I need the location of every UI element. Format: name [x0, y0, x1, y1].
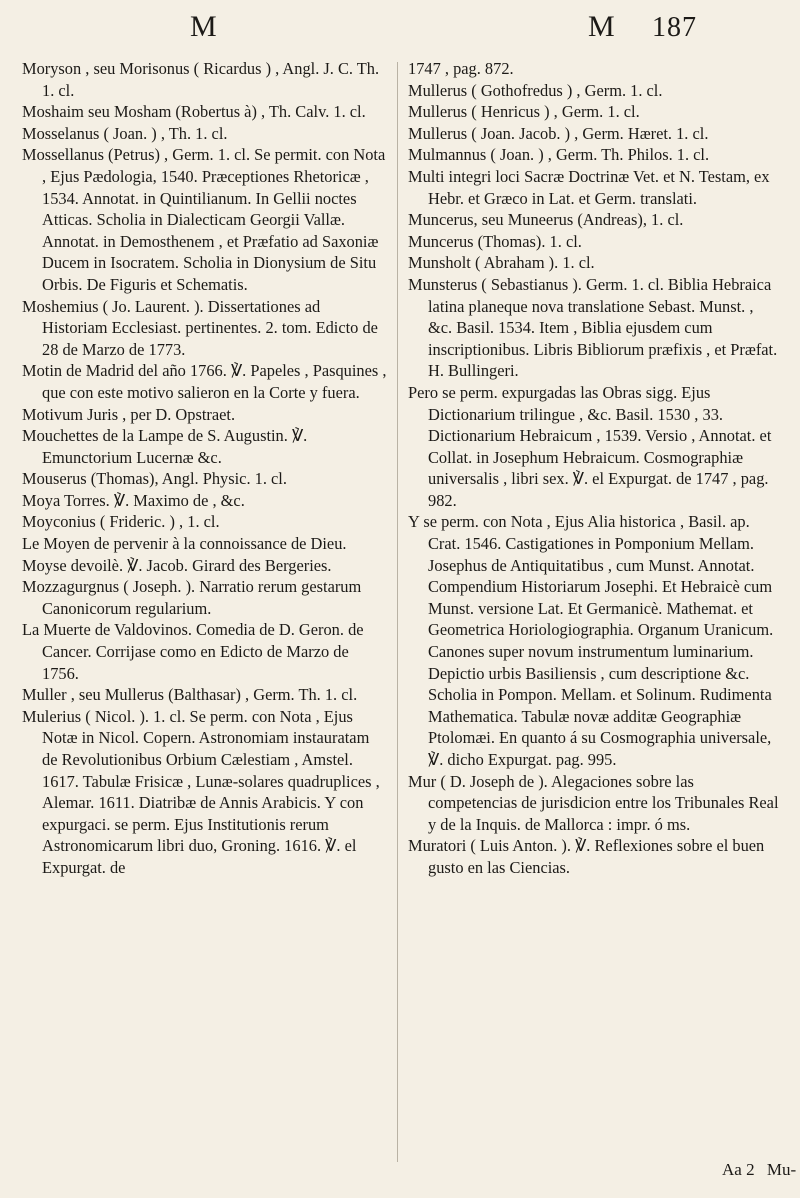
index-entry: La Muerte de Valdovinos. Comedia de D. Geron. de Cancer. Corrijase como en Edicto de Marzo de 1756. [22, 620, 364, 683]
index-entry: Mullerus ( Joan. Jacob. ) , Germ. Hæret. 1. cl. [408, 123, 709, 143]
column-divider [397, 62, 398, 1162]
index-entry: Mulerius ( Nicol. ). 1. cl. Se perm. con Nota , Ejus Notæ in Nicol. Copern. Astronomiam instauratam de Revolutionibus Orbium Cælestiam , Amstel. 1617. Tabulæ Frisicæ , Lunæ-solares quadruplices , Alemar. 1611. Diatribæ de Annis Arabicis. Y con expurgaci. se perm. Ejus Institutionis rerum Astronomicarum libri duo, Groning. 1616. ℣. el Expurgat. de [22, 706, 380, 877]
catchword: Mu- [766, 1160, 797, 1179]
index-entry: Moyconius ( Frideric. ) , 1. cl. [22, 512, 220, 532]
index-entry: Muratori ( Luis Anton. ). ℣. Reflexiones sobre el buen gusto en las Ciencias. [408, 836, 765, 877]
left-column [22, 58, 388, 879]
index-entry: Mosselanus ( Joan. ) , Th. 1. cl. [22, 123, 228, 143]
right-column [408, 58, 780, 879]
index-entry: Mozzagurgnus ( Joseph. ). Narratio rerum gestarum Canonicorum regularium. [22, 577, 362, 618]
index-entry: Mullerus ( Henricus ) , Germ. 1. cl. [408, 102, 640, 122]
index-entry: 1747 , pag. 872. [408, 59, 514, 78]
index-entry: Mouserus (Thomas), Angl. Physic. 1. cl. [22, 469, 287, 489]
page-number: 187 [652, 12, 697, 43]
index-entry: Moya Torres. ℣. Maximo de , &c. [22, 490, 245, 510]
index-entry: Moyse devoilè. ℣. Jacob. Girard des Bergeries. [22, 555, 332, 575]
signature-mark: Aa 2 [722, 1160, 755, 1179]
index-entry: Y se perm. con Nota , Ejus Alia historica , Basil. ap. Crat. 1546. Castigationes in Pomponium Mellam. Josephus de Antiquitatibus , cum Munst. Annotat. Compendium Historiarum Josephi. Et Hebraicè cum Munst. versione Lat. Et Germanicè. Mathemat. et Geometrica Horiologiographia. Organum Uranicum. Canones super novum instrumentum luminarium. Depictio urbis Basiliensis , cum descriptione &c. Scholia in Pompon. Mellam. et Solinum. Rudimenta Mathematica. Tabulæ novæ additæ Geographiæ Ptolomæi. En quanto á su Cosmographia universale, ℣. dicho Expurgat. pag. 995. [408, 512, 774, 769]
index-entry: Multi integri loci Sacræ Doctrinæ Vet. et N. Testam, ex Hebr. et Græco in Lat. et Germ. translati. [408, 166, 770, 208]
index-entry: Motivum Juris , per D. Opstraet. [22, 404, 236, 424]
index-entry: Mur ( D. Joseph de ). Alegaciones sobre las competencias de jurisdicion entre los Tribunales Real y de la Inquis. de Mallorca : impr. ó ms. [408, 771, 779, 834]
index-entry: Muncerus (Thomas). 1. cl. [408, 231, 582, 251]
page-footer [722, 1160, 796, 1180]
index-entry: Munsholt ( Abraham ). 1. cl. [408, 253, 595, 273]
index-entry: Moryson , seu Morisonus ( Ricardus ) , Angl. J. C. Th. 1. cl. [22, 59, 380, 100]
index-entry: Mossellanus (Petrus) , Germ. 1. cl. Se permit. con Nota , Ejus Pædologia, 1540. Præceptiones Rhetoricæ , 1534. Annotat. in Quintilianum. In Gellii noctes Atticas. Scholia in Dialecticam Georgii Vallæ. Annotat. in Demosthenem , et Præfatio ad Saxoniæ Ducem in Isocratem. Scholia in Dionysium de Situ Orbis. De Figuris et Schematis. [22, 145, 386, 294]
index-entry: Moshemius ( Jo. Laurent. ). Dissertationes ad Historiam Ecclesiast. pertinentes. 2. tom. Edicto de 28 de Marzo de 1773. [22, 296, 378, 359]
index-entry: Le Moyen de pervenir à la connoissance de Dieu. [22, 534, 347, 554]
index-entry: Mullerus ( Gothofredus ) , Germ. 1. cl. [408, 80, 663, 100]
index-entry: Muncerus, seu Muneerus (Andreas), 1. cl. [408, 210, 684, 230]
header-letter-right: M [588, 10, 616, 43]
index-entry: Motin de Madrid del año 1766. ℣. Papeles , Pasquines , que con este motivo salieron en la Corte y fuera. [22, 361, 387, 402]
index-entry: Munsterus ( Sebastianus ). Germ. 1. cl. Biblia Hebraica latina planeque nova translatione Sebast. Munst. , &c. Basil. 1534. Item , Biblia ejusdem cum inscriptionibus. Libris Bibliorum præfixis , et Præfat. H. Bullingeri. [408, 274, 778, 381]
index-entry: Muller , seu Mullerus (Balthasar) , Germ. Th. 1. cl. [22, 685, 358, 705]
index-entry: Mouchettes de la Lampe de S. Augustin. ℣. Emunctorium Lucernæ &c. [22, 426, 308, 467]
index-entry: Moshaim seu Mosham (Robertus à) , Th. Calv. 1. cl. [22, 102, 366, 122]
header-letter-left: M [190, 10, 218, 43]
index-entry: Mulmannus ( Joan. ) , Germ. Th. Philos. 1. cl. [408, 145, 710, 165]
index-entry: Pero se perm. expurgadas las Obras sigg. Ejus Dictionarium trilingue , &c. Basil. 1530 , 33. Dictionarium Hebraicum , 1539. Versio , Annotat. et Collat. in Josephum Hebraicum. Cosmographiæ universalis , libri sex. ℣. el Expurgat. de 1747 , pag. 982. [408, 382, 772, 510]
